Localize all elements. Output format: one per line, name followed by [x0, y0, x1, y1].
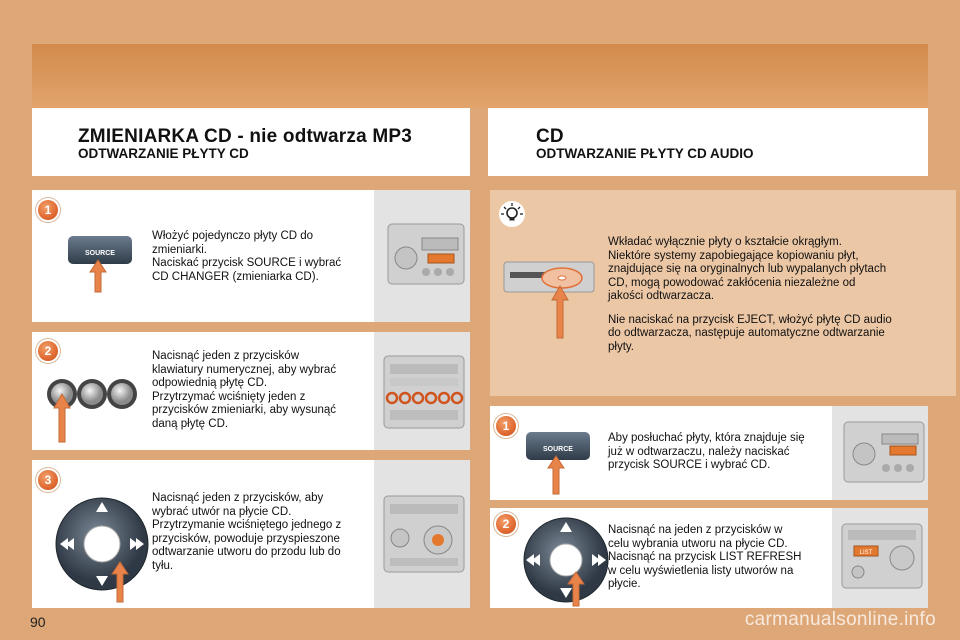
- right-step-2-text: [608, 524, 801, 592]
- header-band: [32, 44, 928, 108]
- step-badge: 3: [38, 470, 58, 490]
- numeric-keys-icon: [42, 370, 142, 444]
- text-line: Nacisnąć jeden z przycisków, aby: [152, 492, 324, 504]
- radio-image: [374, 332, 470, 450]
- text-line: przycisk SOURCE i wybrać CD.: [608, 459, 771, 471]
- tip-box: [490, 190, 956, 396]
- arrow-pad-icon: [52, 494, 152, 604]
- right-step-1-text: [608, 432, 805, 473]
- left-subtitle: ODTWARZANIE PŁYTY CD: [78, 146, 249, 161]
- radio-control-icon: [374, 460, 470, 608]
- right-subtitle: ODTWARZANIE PŁYTY CD AUDIO: [536, 146, 754, 161]
- text-line: Nie naciskać na przycisk EJECT, włożyć płytę CD audio: [608, 313, 892, 326]
- step-badge: 2: [38, 341, 58, 361]
- text-line: płycie.: [608, 578, 641, 590]
- left-step-2-text: [152, 350, 336, 431]
- source-label: SOURCE: [543, 446, 573, 453]
- radio-panel-icon: [832, 406, 928, 500]
- radio-panel-icon: [374, 190, 470, 322]
- text-line: tyłu.: [152, 559, 174, 572]
- arrow-pad-icon: [520, 516, 620, 608]
- tip-text: [608, 236, 892, 354]
- text-line: w celu wyświetlenia listy utworów na: [608, 564, 794, 577]
- text-line: znajdujące się na oryginalnych lub wypalanych płytach: [608, 263, 887, 275]
- text-line: odtwarzanie utworu do przodu lub do: [152, 546, 341, 558]
- text-line: płyty.: [608, 340, 634, 353]
- text-line: Wkładać wyłącznie płyty o kształcie okrągłym.: [608, 236, 842, 248]
- text-line: Nacisnąć na jeden z przycisków w: [608, 524, 783, 536]
- right-step-2-card: [490, 508, 928, 608]
- text-line: Nacisnąć na przycisk LIST REFRESH: [608, 551, 802, 563]
- source-label: SOURCE: [85, 250, 115, 257]
- text-line: Niektóre systemy zapobiegające kopiowaniu płyt,: [608, 249, 859, 262]
- lightbulb-icon: [496, 198, 528, 230]
- radio-image: [832, 508, 928, 608]
- right-step-1-card: [490, 406, 928, 500]
- left-title: ZMIENIARKA CD - nie odtwarza MP3: [78, 126, 412, 147]
- text-line: daną płytę CD.: [152, 417, 229, 430]
- left-step-2-card: [32, 332, 470, 450]
- step-badge: 2: [496, 514, 516, 534]
- text-line: przycisków zmieniarki, aby wysunąć: [152, 404, 337, 416]
- right-title-panel: [488, 108, 928, 176]
- text-line: Nacisnąć jeden z przycisków: [152, 350, 300, 362]
- cd-insert-icon: [502, 250, 598, 342]
- text-line: jakości odtwarzacza.: [608, 290, 715, 302]
- radio-image: [832, 406, 928, 500]
- radio-list-icon: [832, 508, 928, 608]
- text-line: Aby posłuchać płyty, która znajduje się: [608, 432, 805, 444]
- spacer: [608, 304, 892, 314]
- page-number: 90: [30, 614, 46, 630]
- text-line: klawiatury numerycznej, aby wybrać: [152, 363, 337, 376]
- source-button-icon: [524, 430, 598, 496]
- step-badge: 1: [38, 200, 58, 220]
- left-step-1-card: [32, 190, 470, 322]
- left-step-3-text: [152, 492, 341, 573]
- right-title: CD: [536, 126, 564, 147]
- source-button-icon: [66, 234, 140, 294]
- radio-image: [374, 460, 470, 608]
- text-line: już w odtwarzaczu, należy naciskać: [608, 445, 790, 458]
- text-line: zmieniarki.: [152, 243, 207, 256]
- text-line: Przytrzymanie wciśniętego jednego z: [152, 519, 342, 531]
- left-step-1-text: [152, 230, 341, 284]
- radio-image: [374, 190, 470, 322]
- text-line: odpowiednią płytę CD.: [152, 377, 268, 389]
- left-title-panel: [32, 108, 470, 176]
- text-line: przycisków, powoduje przyspieszone: [152, 532, 340, 545]
- list-label: LIST: [859, 550, 873, 556]
- step-badge: 1: [496, 416, 516, 436]
- text-line: do odtwarzacza, następuje automatyczne odtwarzanie: [608, 327, 885, 339]
- text-line: wybrać utwór na płycie CD.: [152, 505, 292, 518]
- text-line: Włożyć pojedynczo płyty CD do: [152, 230, 314, 242]
- watermark: carmanualsonline.info: [744, 609, 936, 630]
- text-line: CD, mogą powodować zakłócenia niezależne od: [608, 276, 856, 289]
- text-line: celu wybrania utworu na płycie CD.: [608, 537, 788, 550]
- changer-panel-icon: [374, 332, 470, 450]
- text-line: CD CHANGER (zmieniarka CD).: [152, 270, 319, 283]
- text-line: Naciskać przycisk SOURCE i wybrać: [152, 257, 342, 269]
- left-step-3-card: [32, 460, 470, 608]
- text-line: Przytrzymać wciśnięty jeden z: [152, 390, 306, 403]
